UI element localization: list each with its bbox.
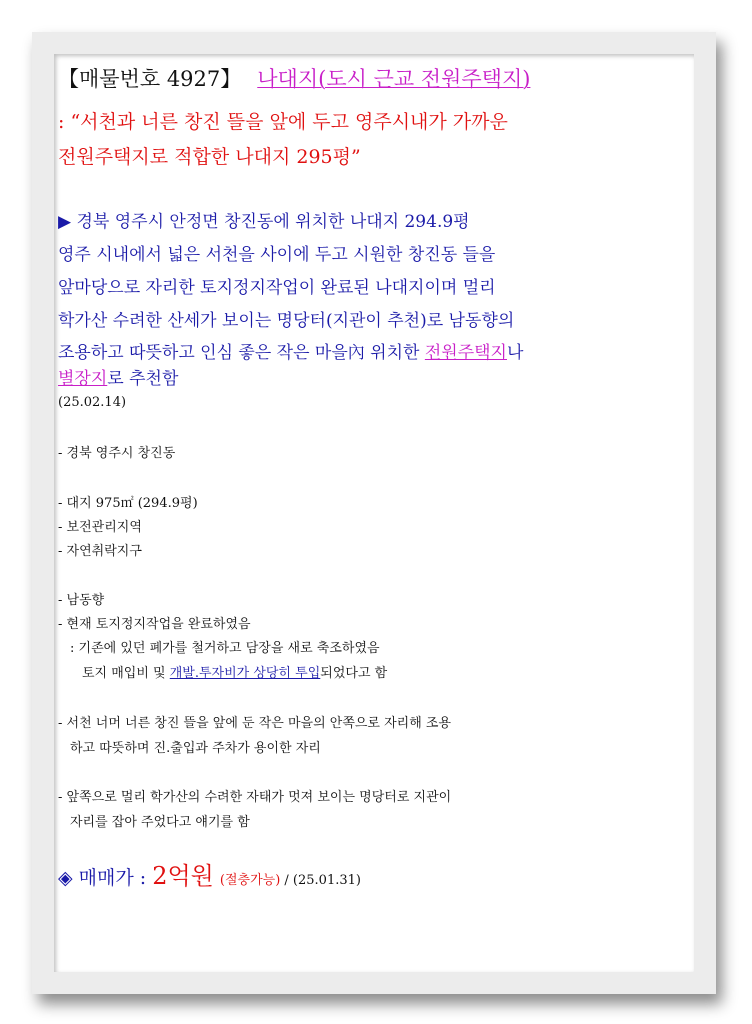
price-date: / (25.01.31) xyxy=(280,873,361,888)
detail-zone-2: - 자연취락지구 xyxy=(58,544,142,559)
price-label: ◈ 매매가 : xyxy=(58,867,153,889)
work-note-2-start: 토지 매입비 및 xyxy=(82,666,170,681)
intro-line-5-text: 조용하고 따뜻하고 인심 좋은 작은 마을內 위치한 xyxy=(58,343,425,363)
quote-line-2: 전원주택지로 적합한 나대지 295평” xyxy=(58,146,361,168)
detail-work-note-2 xyxy=(82,662,387,681)
detail-desc-1a: - 서천 너머 너른 창진 뜰을 앞에 둔 작은 마을의 안쪽으로 자리해 조용 xyxy=(58,716,452,731)
intro-line-5 xyxy=(58,338,523,363)
detail-direction: - 남동향 xyxy=(58,593,105,608)
listing-title xyxy=(58,63,530,93)
intro-line-6-end: 로 추천함 xyxy=(107,369,179,389)
highlight-investment: 개발.투자비가 상당히 투입 xyxy=(169,666,321,681)
detail-area: - 대지 975㎡ (294.9평) xyxy=(58,496,198,511)
intro-line-5-end: 나 xyxy=(506,343,524,363)
listing-number: 【매물번호 4927】 xyxy=(58,67,242,91)
intro-date: (25.02.14) xyxy=(58,395,127,410)
detail-desc-2b: 자리를 잡아 주었다고 얘기를 함 xyxy=(70,815,250,830)
intro-line-3: 앞마당으로 자리한 토지정지작업이 완료된 나대지이며 멀리 xyxy=(58,278,496,298)
intro-line-4: 학가산 수려한 산세가 보이는 명당터(지관이 추천)로 남동향의 xyxy=(58,311,515,331)
price-amount: 2억원 xyxy=(152,862,214,890)
detail-work: - 현재 토지정지작업을 완료하였음 xyxy=(58,617,251,632)
highlight-jeonwon: 전원주택지 xyxy=(424,343,507,363)
work-note-2-end: 되었다고 함 xyxy=(320,666,388,681)
price-negotiable: (절충가능) xyxy=(219,873,281,888)
intro-line-6 xyxy=(58,364,178,389)
detail-desc-1b: 하고 따뜻하며 진.출입과 주차가 용이한 자리 xyxy=(70,741,321,756)
highlight-byeoljang: 별장지 xyxy=(58,369,108,389)
detail-location: - 경북 영주시 창진동 xyxy=(58,446,176,461)
intro-line-1: ▶ 경북 영주시 안정면 창진동에 위치한 나대지 294.9평 xyxy=(58,212,470,232)
listing-subtitle: 나대지(도시 근교 전원주택지) xyxy=(257,67,531,91)
sale-price xyxy=(58,856,361,891)
quote-line-1: : “서천과 너른 창진 뜰을 앞에 두고 영주시내가 가까운 xyxy=(58,111,508,133)
detail-zone-1: - 보전관리지역 xyxy=(58,520,142,535)
detail-desc-2a: - 앞쪽으로 멀리 학가산의 수려한 자태가 멋져 보이는 명당터로 지관이 xyxy=(58,790,452,805)
intro-line-2: 영주 시내에서 넓은 서천을 사이에 두고 시원한 창진동 들을 xyxy=(58,245,496,265)
detail-work-note-1: : 기존에 있던 폐가를 철거하고 담장을 새로 축조하였음 xyxy=(70,641,380,656)
